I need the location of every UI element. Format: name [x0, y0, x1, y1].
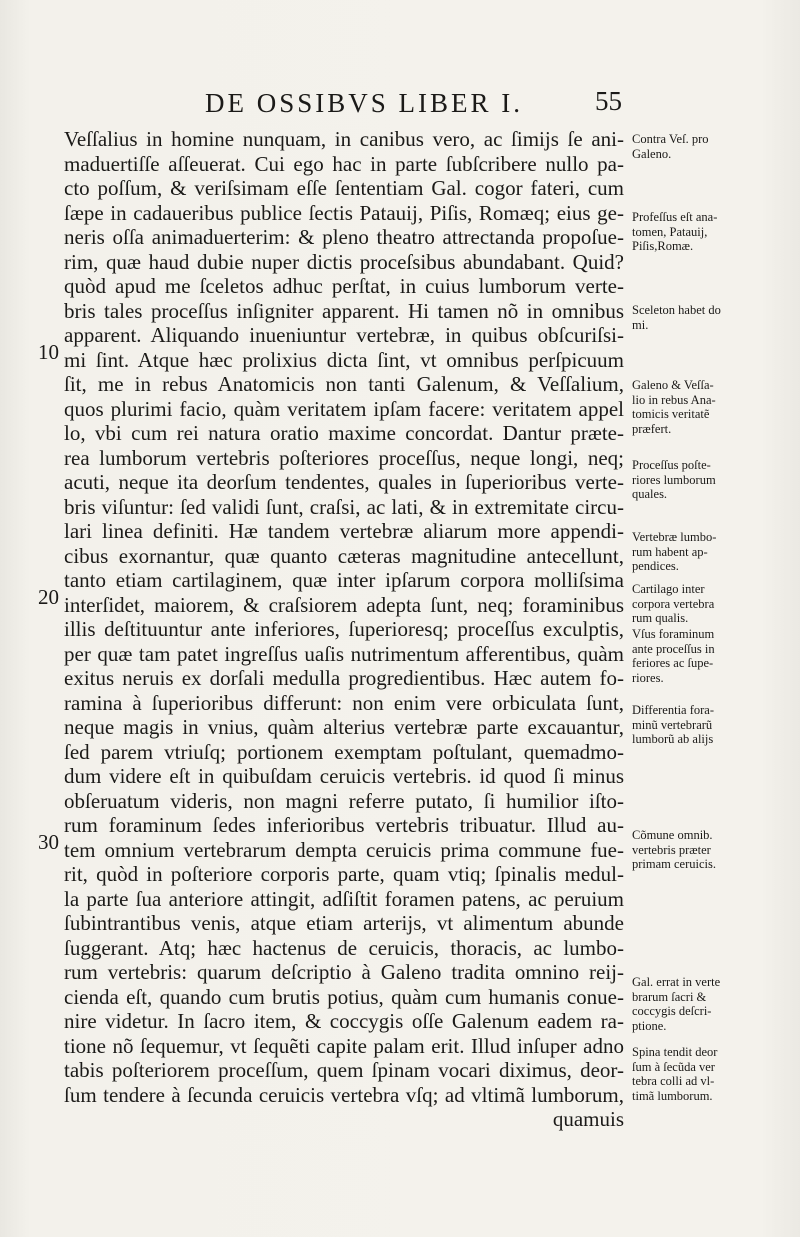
line-number-10: 10 [38, 340, 59, 364]
text-line: dum videre eſt in quibuſdam ceruicis vertebris. id quod ſi minus [64, 764, 624, 788]
text-line: tabis poſteriorem proceſſum, quem ſpinam vocari diximus, deor- [64, 1058, 624, 1082]
margin-note-line: riores lumborum [632, 472, 716, 487]
text-line: Veſſalius in homine nunquam, in canibus vero, ac ſimijs ſe ani- [64, 127, 624, 151]
margin-note [632, 1045, 772, 1103]
text-line: per quæ tam patet ingreſſus uaſis nutrimentum afferentibus, quàm [64, 641, 624, 666]
text-line: tem omnium vertebrarum dempta ceruicis prima commune fue- [64, 837, 624, 862]
margin-note-line: Sceleton habet do [632, 303, 721, 317]
margin-note-line: rum habent ap- [632, 544, 708, 559]
page-number: 55 [595, 86, 622, 116]
text-line: ramina à ſuperioribus differunt: non enim vere orbiculata ſunt, [64, 690, 624, 715]
margin-note-line: Galeno & Veſſa- [632, 378, 714, 392]
margin-note-line: Cõmune omnib. [632, 828, 713, 842]
margin-note-line: primam ceruicis. [632, 857, 716, 871]
margin-note-line: brarum ſacri & [632, 989, 707, 1004]
margin-note-line: tomicis veritatẽ [632, 407, 710, 421]
text-line: cienda eſt, quando cum brutis potius, quàm cum humanis conue- [64, 984, 624, 1009]
line-number-20: 20 [38, 585, 59, 609]
margin-note-line: lumborũ ab alijs [632, 732, 714, 746]
text-line: ſum tendere à ſecunda ceruicis vertebra vſq; ad vltimã lumborum, [64, 1082, 624, 1107]
margin-note [632, 378, 772, 436]
text-line: rim, quæ haud dubie nuper dictis proceſsibus abundabant. Quid? [64, 249, 624, 274]
margin-note-line: rum qualis. [632, 611, 689, 625]
text-line: rit, quòd in poſteriore corporis parte, quam vtiq; ſpinalis medul- [64, 862, 624, 886]
text-line: mi ſint. Atque hæc prolixius dicta ſint, vt omnibus perſpicuum [64, 347, 624, 372]
margin-note [632, 582, 772, 626]
text-line: obſeruatum videris, non magni referre putato, ſi humilior iſto- [64, 788, 624, 813]
margin-note-line: corpora vertebra [632, 596, 715, 611]
catchword: quamuis [552, 1107, 624, 1131]
text-line: tanto etiam cartilaginem, quæ inter ipſarum corpora molliſsima [64, 568, 624, 592]
margin-note-line: quales. [632, 487, 668, 501]
page-header [0, 84, 800, 124]
margin-note-line: Profeſſus eſt ana- [632, 210, 718, 224]
margin-note-line: mi. [632, 317, 649, 332]
margin-note-line: feriores ac ſupe- [632, 656, 714, 670]
margin-note-line: pendices. [632, 559, 679, 573]
margin-note [632, 627, 772, 685]
line-number-30: 30 [38, 830, 59, 854]
text-line: quòd apud me ſceletos adhuc perſtat, in cuius lumborum verte- [64, 274, 624, 298]
text-line: ſubintrantibus venis, atque etiam arterijs, vt alimentum abunde [64, 911, 624, 935]
text-line: quos plurimi facio, quàm veritatem ipſam facere: veritatem appel [64, 396, 624, 421]
margin-note-line: Gal. errat in verte [632, 975, 721, 989]
text-line: lari linea definiti. Hæ tandem vertebræ aliarum more appendi- [64, 519, 624, 543]
margin-note [632, 703, 772, 747]
margin-note-line: lio in rebus Ana- [632, 392, 716, 407]
margin-note-line: præfert. [632, 421, 672, 436]
main-text-block [64, 127, 624, 1132]
text-line: bris tales proceſſus inſigniter apparent. Hi tamen nõ in omnibus [64, 298, 624, 323]
text-line: interſidet, maiorem, & craſsiorem adepta ſunt, neq; foraminibus [64, 592, 624, 617]
text-line: neque magis in vnius, quàm alterius vertebræ parte excauantur, [64, 715, 624, 739]
margin-note-line: ptione. [632, 1018, 667, 1033]
margin-note-line: riores. [632, 670, 664, 685]
margin-note-line: vertebris præter [632, 842, 711, 857]
text-line: ſæpe in cadaueribus publice ſectis Patauij, Piſis, Romæq; eius ge- [64, 200, 624, 225]
text-line: ſuggerant. Atq; hæc hactenus de ceruicis, thoracis, ac lumbo- [64, 935, 624, 960]
margin-note-line: Contra Veſ. pro [632, 132, 709, 146]
margin-note [632, 975, 772, 1033]
margin-note [632, 132, 772, 161]
text-line: acuti, neque ita deorſum tendentes, quales in ſuperioribus verte- [64, 470, 624, 494]
text-line: rum vertebris: quarum deſcriptio à Galeno tradita omnino reij- [64, 960, 624, 984]
text-line: cibus exornantur, quæ quanto cæteras magnitudine antecellunt, [64, 543, 624, 568]
text-line: bris viſuntur: ſed validi ſunt, craſsi, ac lati, & in extremitate circu- [64, 494, 624, 519]
margin-note [632, 828, 772, 872]
text-line: exitus neruis ex dorſali medulla progredientibus. Hæc autem fo- [64, 666, 624, 690]
margin-note-line: Vertebræ lumbo- [632, 530, 717, 544]
margin-note-line: Spina tendit deor [632, 1045, 718, 1059]
margin-note-line: coccygis deſcri- [632, 1004, 712, 1018]
margin-note-line: minũ vertebrarũ [632, 717, 713, 732]
margin-note-line: Piſis,Romæ. [632, 239, 694, 253]
margin-note-line: timã lumborum. [632, 1088, 713, 1103]
text-line: la parte ſua anteriore attingit, adſiſtit foramen patens, ac peruium [64, 886, 624, 911]
text-line: apparent. Aliquando inueniuntur vertebræ, in quibus obſcuriſsi- [64, 323, 624, 347]
margin-note-line: ſum à ſecũda ver [632, 1059, 715, 1074]
margin-note-line: Differentia fora- [632, 703, 715, 717]
margin-note-line: ante proceſſus in [632, 641, 715, 656]
margin-note-line: tebra colli ad vl- [632, 1074, 715, 1088]
margin-note [632, 210, 772, 254]
margin-note-line: tomen, Patauij, [632, 224, 708, 239]
text-line: tione nõ ſequemur, vt ſequẽti capite palam erit. Illud inſuper adno [64, 1033, 624, 1058]
running-head: DE OSSIBVS LIBER I. [205, 88, 524, 118]
text-line: lo, vbi cum rei natura oratio maxime concordat. Dantur præte- [64, 421, 624, 445]
text-line: nire videtur. In ſacro item, & coccygis oſſe Galenum eadem ra- [64, 1009, 624, 1033]
text-line: neris oſſa animaduerterim: & pleno theatro attrectanda propoſue- [64, 225, 624, 249]
text-line: illis deſtituuntur ante inferiores, ſuperioresq; proceſſus exculptis, [64, 617, 624, 641]
text-line: ſit, me in rebus Anatomicis non tanti Galenum, & Veſſalium, [64, 372, 624, 396]
margin-note-line: Vſus foraminum [632, 627, 715, 641]
margin-note-line: Galeno. [632, 146, 672, 161]
text-line: rea lumborum vertebris poſteriores proceſſus, neque longi, neq; [64, 445, 624, 470]
text-line: maduertiſſe aſſeuerat. Cui ego hac in parte ſubſcribere nullo pa- [64, 151, 624, 176]
text-line: rum foraminum ſedes inferioribus vertebris tribuatur. Illud au- [64, 813, 624, 837]
margin-note-line: Cartilago inter [632, 582, 705, 596]
margin-note [632, 303, 772, 332]
margin-note-line: Proceſſus poſte- [632, 458, 711, 472]
margin-note [632, 458, 772, 502]
text-line: ſed parem vtriuſq; portionem exemptam poſtulant, quemadmo- [64, 739, 624, 764]
text-line: cto poſſum, & veriſsimam eſſe ſententiam Gal. cogor fateri, cum [64, 176, 624, 200]
margin-note [632, 530, 772, 574]
